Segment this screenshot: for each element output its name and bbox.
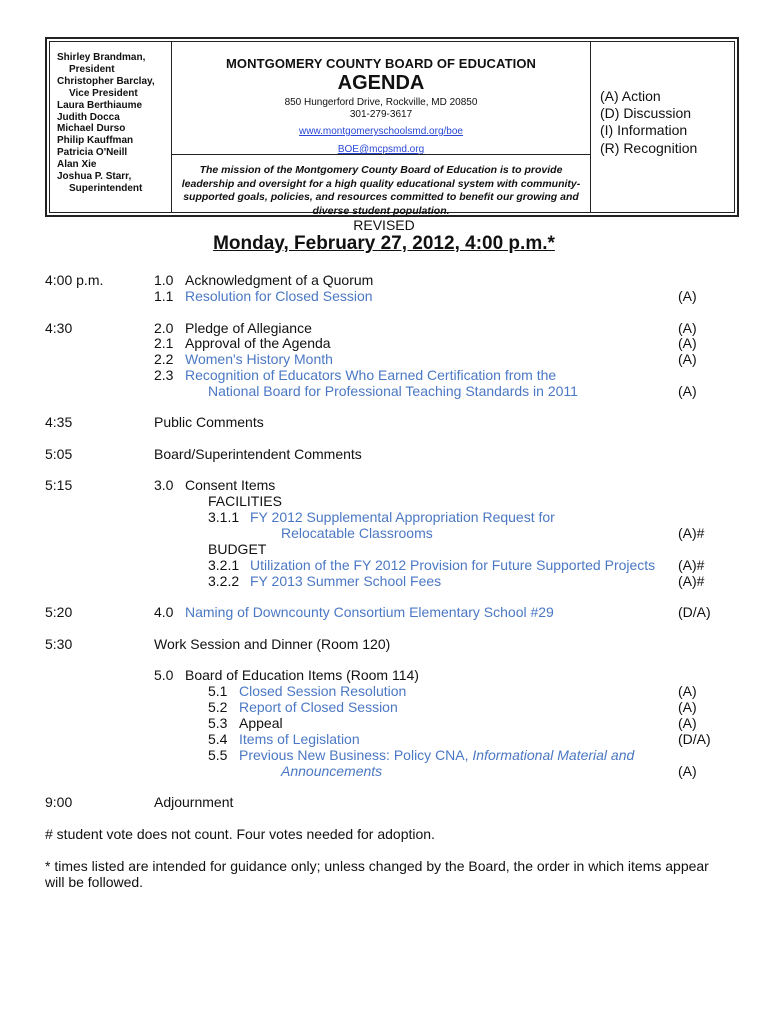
item-code: 5.1 [208,683,228,699]
legend-item: (D) Discussion [600,105,692,122]
item-link-italic[interactable]: Informational Material and [472,747,635,763]
org-title: MONTGOMERY COUNTY BOARD OF EDUCATION [225,56,537,71]
action-code: (A) [678,683,697,699]
member-role: President [69,63,115,75]
item-text: Adjournment [154,794,234,810]
action-code: (A) [678,335,697,351]
item-link[interactable]: FY 2013 Summer School Fees [250,573,442,589]
item-text: Acknowledgment of a Quorum [185,272,374,288]
item-code: 2.1 [154,335,174,351]
legend-item: (A) Action [600,88,661,104]
item-text: Pledge of Allegiance [185,320,312,336]
action-code: (A) [678,288,697,304]
item-link[interactable]: Resolution for Closed Session [185,288,373,304]
action-code: (A) [678,699,697,715]
item-code: 4.0 [154,604,174,620]
time-label: 4:30 [45,320,73,336]
org-info [172,42,591,217]
time-label: 5:05 [45,446,73,462]
item-code: 5.3 [208,715,228,731]
item-link-group[interactable] [239,747,634,763]
action-code: (A)# [678,525,705,541]
item-code: 1.0 [154,272,174,288]
phone: 301-279-3617 [349,109,413,120]
time-label: 5:15 [45,477,73,493]
item-link[interactable]: Women's History Month [185,351,333,367]
item-code: 3.2.1 [208,557,240,573]
item-link[interactable]: National Board for Professional Teaching Standards in 2011 [208,383,578,399]
header-box [45,37,739,217]
member-role: Vice President [69,87,138,99]
item-link[interactable]: Previous New Business: Policy CNA, [239,747,473,763]
footnote-student-vote: # student vote does not count. Four votes needed for adoption. [45,826,435,842]
item-text: Board/Superintendent Comments [154,446,362,462]
member-name: Shirley Brandman, [57,52,146,63]
item-code: 5.4 [208,731,228,747]
section-label: BUDGET [208,541,267,557]
item-link[interactable]: Closed Session Resolution [239,683,407,699]
item-link[interactable]: Naming of Downcounty Consortium Elementary School #29 [185,604,554,620]
item-code: 5.5 [208,747,228,763]
item-link[interactable]: Items of Legislation [239,731,360,747]
item-text: Appeal [239,715,283,731]
item-text: Board of Education Items (Room 114) [185,667,419,683]
action-code: (A)# [678,573,705,589]
action-code: (A) [678,715,697,731]
item-text: Public Comments [154,414,264,430]
email-link[interactable]: BOE@mcpsmd.org [337,144,425,155]
meeting-date: Monday, February 27, 2012, 4:00 p.m.* [213,233,555,254]
item-code: 5.2 [208,699,228,715]
item-text: Approval of the Agenda [185,335,331,351]
time-label: 4:00 p.m. [45,272,104,288]
time-label: 9:00 [45,794,73,810]
time-label: 5:30 [45,636,73,652]
action-code: (D/A) [678,731,711,747]
item-link[interactable]: Utilization of the FY 2012 Provision for Future Supported Projects [250,557,656,573]
member-name: Patricia O'Neill [57,147,128,159]
item-link[interactable]: Report of Closed Session [239,699,398,715]
action-code: (A) [678,320,697,336]
action-code: (D/A) [678,604,711,620]
board-members [50,42,172,212]
member-name: Christopher Barclay, [57,75,155,87]
member-name: Judith Docca [57,111,120,123]
action-code: (A) [678,763,697,779]
item-code: 2.2 [154,351,174,367]
member-name: Alan Xie [57,159,97,171]
item-link[interactable]: Recognition of Educators Who Earned Certification from the [185,367,557,383]
legend-item: (I) Information [600,122,688,139]
legend-item: (R) Recognition [600,139,698,156]
action-code: (A)# [678,557,705,573]
agenda-title: AGENDA [337,72,425,94]
item-code: 3.2.2 [208,573,240,589]
item-code: 2.3 [154,367,174,383]
footnote-times-cont: will be followed. [45,874,144,890]
item-link-italic[interactable]: Announcements [281,763,383,779]
action-code: (A) [678,383,697,399]
item-code: 3.0 [154,477,174,493]
item-code: 5.0 [154,667,174,683]
member-name: Philip Kauffman [57,135,134,147]
member-name: Joshua P. Starr, [57,171,132,183]
item-link[interactable]: Relocatable Classrooms [281,525,433,541]
item-text: Work Session and Dinner (Room 120) [154,636,391,652]
time-label: 4:35 [45,414,73,430]
member-name: Michael Durso [57,123,126,135]
item-code: 2.0 [154,320,174,336]
website-link[interactable]: www.montgomeryschoolsmd.org/boe [299,126,463,137]
action-legend [600,88,697,157]
section-label: FACILITIES [208,493,282,509]
revised-label: REVISED [353,217,415,233]
member-name: Laura Berthiaume [57,99,143,111]
item-code: 3.1.1 [208,509,240,525]
item-text: Consent Items [185,477,276,493]
member-role: Superintendent [69,182,143,194]
mission-statement: The mission of the Montgomery County Board of Education is to provide leadership and oversight for a high quality educational system with community-supported goals, policies, and resources committed to benefit our growing and diverse student population. [172,154,590,218]
time-label: 5:20 [45,604,73,620]
footnote-times: * times listed are intended for guidance only; unless changed by the Board, the order in which items appear [45,858,709,874]
action-code: (A) [678,351,697,367]
item-code: 1.1 [154,288,174,304]
item-link[interactable]: FY 2012 Supplemental Appropriation Request for [250,509,555,525]
address: 850 Hungerford Drive, Rockville, MD 20850 [284,97,478,108]
